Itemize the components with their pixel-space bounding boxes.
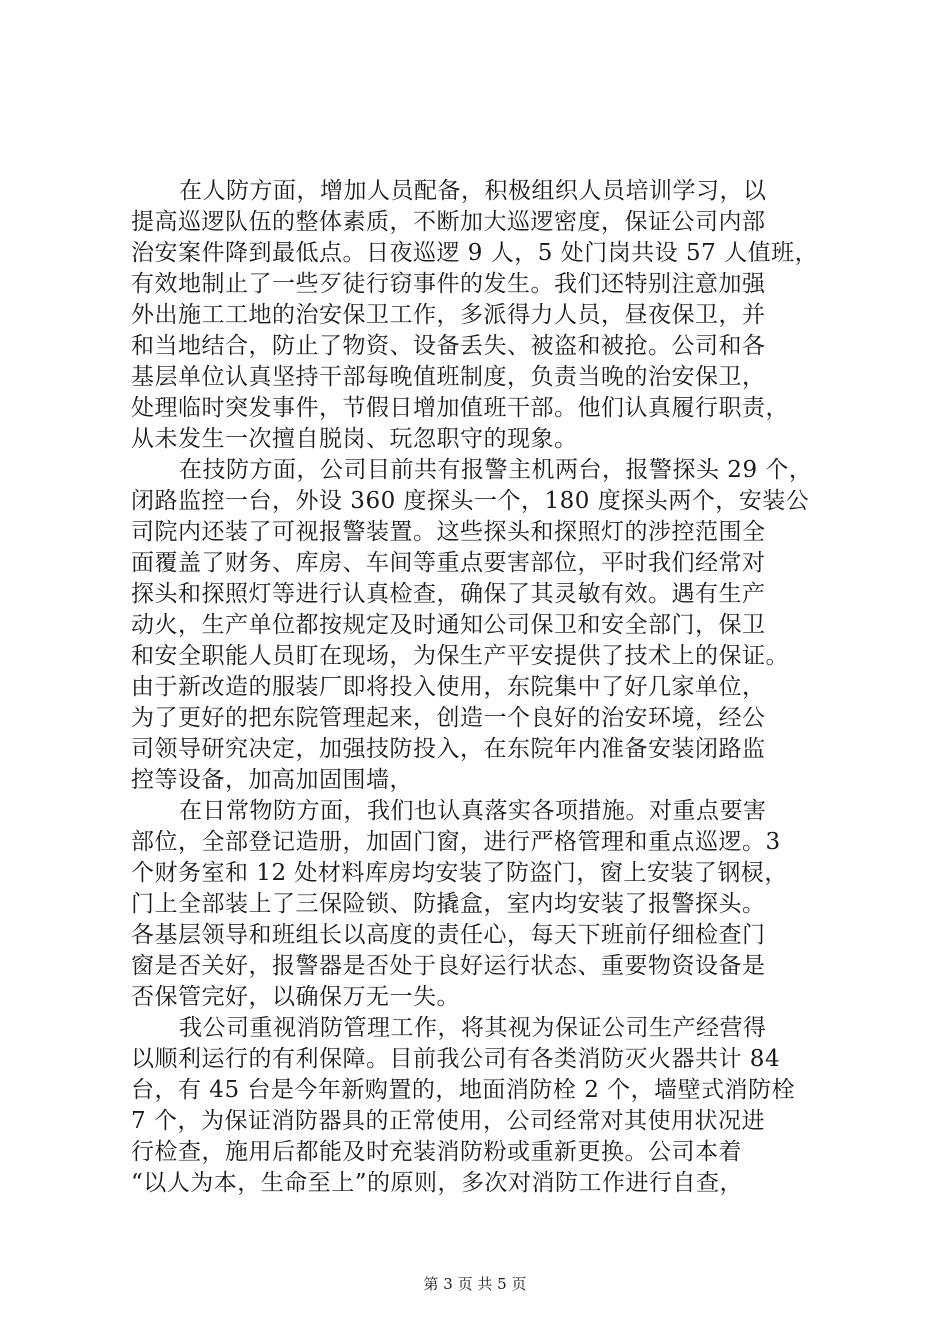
document-body (131, 176, 853, 1199)
text-line: 外出施工工地的治安保卫工作，多派得力人员，昼夜保卫，并 (131, 302, 766, 328)
paragraph-physical-defense (131, 796, 853, 1013)
text-line: 在技防方面，公司目前共有报警主机两台，报警探头 29 个， (179, 457, 813, 483)
text-line: 闭路监控一台，外设 360 度探头一个，180 度探头两个，安装公 (131, 488, 810, 514)
text-line: 探头和探照灯等进行认真检查，确保了其灵敏有效。遇有生产 (131, 581, 766, 607)
text-line: 门上全部装上了三保险锁、防撬盒，室内均安装了报警探头。 (131, 891, 766, 917)
text-line: 由于新改造的服装厂即将投入使用，东院集中了好几家单位， (131, 674, 766, 700)
text-line: 部位，全部登记造册，加固门窗，进行严格管理和重点巡逻。3 (131, 829, 781, 855)
text-line: 为了更好的把东院管理起来，创造一个良好的治安环境，经公 (131, 705, 766, 731)
text-line: 否保管完好，以确保万无一失。 (131, 984, 460, 1010)
text-line: 处理临时突发事件，节假日增加值班干部。他们认真履行职责， (131, 395, 789, 421)
text-line: 面覆盖了财务、库房、车间等重点要害部位，平时我们经常对 (131, 550, 766, 576)
text-line: 我公司重视消防管理工作，将其视为保证公司生产经营得 (179, 1015, 767, 1041)
text-line: 司领导研究决定，加强技防投入，在东院年内准备安装闭路监 (131, 736, 766, 762)
text-line: 基层单位认真坚持干部每晚值班制度，负责当晚的治安保卫， (131, 364, 766, 390)
text-line: 司院内还装了可视报警装置。这些探头和探照灯的涉控范围全 (131, 519, 766, 545)
text-line: 以顺利运行的有利保障。目前我公司有各类消防灭火器共计 84 (131, 1046, 781, 1072)
text-line: 7 个，为保证消防器具的正常使用，公司经常对其使用状况进 (131, 1108, 765, 1134)
text-line: “以人为本，生命至上”的原则，多次对消防工作进行自查， (131, 1170, 744, 1196)
text-line: 和安全职能人员盯在现场，为保生产平安提供了技术上的保证。 (131, 643, 789, 669)
text-line: 治安案件降到最低点。日夜巡逻 9 人，5 处门岗共设 57 人值班， (131, 240, 819, 266)
text-line: 从未发生一次擅自脱岗、玩忽职守的现象。 (131, 426, 578, 452)
paragraph-personnel-defense (131, 176, 853, 455)
page-number-footer: 第 3 页 共 5 页 (423, 1275, 527, 1293)
text-line: 台，有 45 台是今年新购置的，地面消防栓 2 个，墙壁式消防栓 (131, 1077, 796, 1103)
text-line: 提高巡逻队伍的整体素质，不断加大巡逻密度，保证公司内部 (131, 209, 766, 235)
text-line: 窗是否关好，报警器是否处于良好运行状态、重要物资设备是 (131, 953, 766, 979)
paragraph-fire-safety (131, 1013, 853, 1199)
text-line: 在人防方面，增加人员配备，积极组织人员培训学习，以 (179, 178, 767, 204)
text-line: 各基层领导和班组长以高度的责任心，每天下班前仔细检查门 (131, 922, 766, 948)
text-line: 行检查，施用后都能及时充装消防粉或重新更换。公司本着 (131, 1139, 742, 1165)
text-line: 有效地制止了一些歹徒行窃事件的发生。我们还特别注意加强 (131, 271, 766, 297)
text-line: 控等设备，加高加固围墙， (131, 767, 413, 793)
text-line: 个财务室和 12 处材料库房均安装了防盗门，窗上安装了钢棂， (131, 860, 788, 886)
text-line: 动火，生产单位都按规定及时通知公司保卫和安全部门，保卫 (131, 612, 766, 638)
paragraph-technical-defense (131, 455, 853, 796)
text-line: 在日常物防方面，我们也认真落实各项措施。对重点要害 (179, 798, 767, 824)
text-line: 和当地结合，防止了物资、设备丢失、被盗和被抢。公司和各 (131, 333, 766, 359)
